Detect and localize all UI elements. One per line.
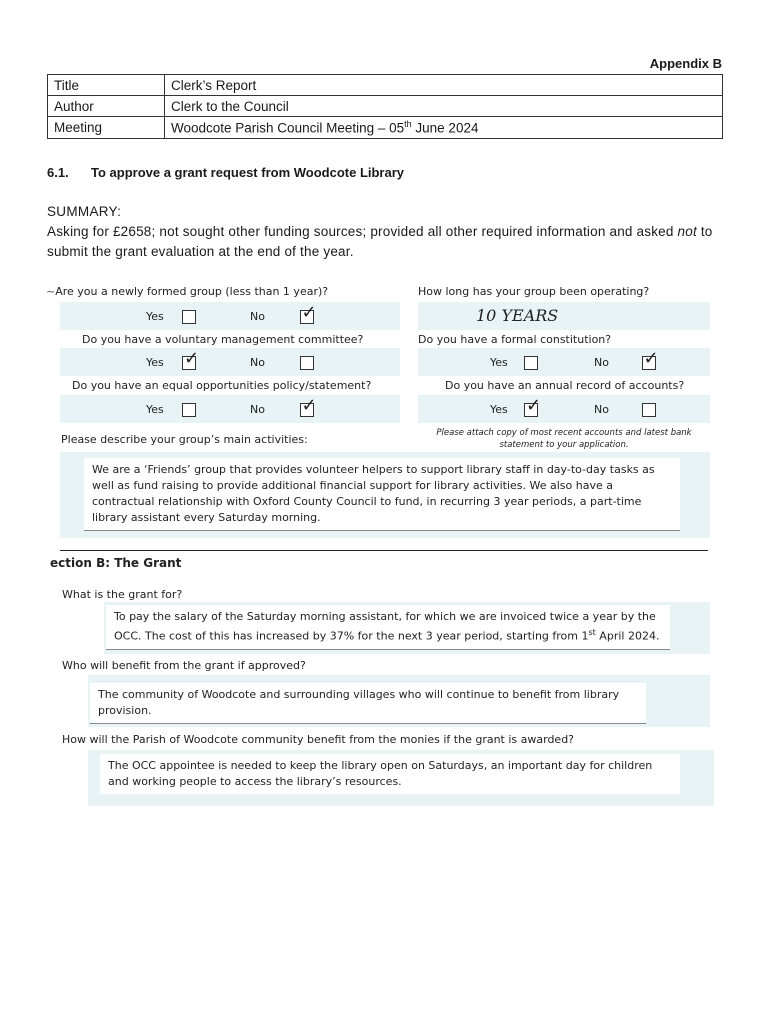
summary-emphasis: not [677,224,697,239]
tick-icon: ✓ [301,302,317,323]
new-group-answer-band [60,302,400,330]
how-benefit-answer: The OCC appointee is needed to keep the library open on Saturdays, an important day for children and working people to access the library’s resources. [100,754,680,794]
yes-label: Yes [146,403,164,416]
question-new-group-text: Are you a newly formed group (less than 1 year)? [55,285,329,298]
grant-for-answer [106,605,670,650]
constitution-answer-band [418,348,710,376]
grant-for-text: To pay the salary of the Saturday morning assistant, for which we are invoiced twice a year by the OCC. The cost of this has increased by 37% for the next 3 year period, starting from 1 [114,610,656,643]
question-how-long: How long has your group been operating? [418,285,650,298]
tick-icon: ✓ [184,348,200,369]
question-committee: Do you have a voluntary management committee? [82,333,364,346]
meta-key: Title [48,75,165,96]
accounts-note: Please attach copy of most recent accounts and latest bank statement to your application. [436,428,692,450]
yes-label: Yes [490,356,508,369]
how-long-answer: 10 YEARS [476,306,559,325]
meta-key: Meeting [48,117,165,139]
checkbox[interactable] [524,356,538,370]
tick-icon: ✓ [526,395,542,416]
checkbox-checked[interactable] [300,302,317,324]
no-label: No [594,403,609,416]
checkbox-checked[interactable] [300,395,317,417]
tick-icon: ✓ [301,395,317,416]
checkbox[interactable] [300,356,314,370]
section-number: 6.1. [47,165,69,180]
meta-key: Author [48,96,165,117]
committee-answer-band [60,348,400,376]
question-constitution: Do you have a formal constitution? [418,333,612,346]
activities-answer: We are a ‘Friends’ group that provides volunteer helpers to support library staff in day-to-day tasks as well as fund raising to provide additional financial support for library activities. We also have a contractual relationship with Oxford County Council to fund, in recurring 3 year periods, a part-time library assistant every Saturday morning. [84,458,680,531]
checkbox-checked[interactable] [182,348,200,370]
meta-value: Clerk’s Report [165,75,723,96]
section-divider [60,550,708,551]
question-grant-for: What is the grant for? [62,588,183,601]
summary-label: SUMMARY: [47,204,122,219]
grant-for-text-end: April 2024. [595,629,660,643]
checkbox-checked[interactable] [642,348,659,370]
yes-label: Yes [146,356,164,369]
no-label: No [250,403,265,416]
meeting-text-end: June 2024 [411,120,479,136]
no-label: No [250,356,265,369]
no-label: No [250,310,265,323]
section-title: To approve a grant request from Woodcote Library [91,165,405,180]
checkbox[interactable] [182,310,196,324]
summary-text-start: Asking for £2658; not sought other funding sources; provided all other required information and asked [47,224,678,239]
question-new-group: ~Are you a newly formed group (less than 1 year)? [46,285,329,298]
question-activities: Please describe your group’s main activities: [61,433,308,446]
no-label: No [594,356,609,369]
yes-label: Yes [146,310,164,323]
section-b-heading: ection B: The Grant [50,556,182,570]
question-accounts: Do you have an annual record of accounts? [445,379,685,392]
who-benefit-answer: The community of Woodcote and surrounding villages who will continue to benefit from library provision. [90,683,646,724]
grant-for-date-suffix: st [588,628,596,637]
checkbox[interactable] [182,403,196,417]
how-long-answer-band [418,302,710,330]
question-who-benefit: Who will benefit from the grant if approved? [62,659,306,672]
yes-label: Yes [490,403,508,416]
meeting-text: Woodcote Parish Council Meeting – 05 [171,120,405,136]
appendix-label: Appendix B [649,56,722,71]
meeting-date-suffix: th [404,119,412,129]
equal-opps-answer-band [60,395,400,423]
tick-icon: ✓ [643,348,659,369]
accounts-answer-band [418,395,710,423]
question-how-benefit: How will the Parish of Woodcote community benefit from the monies if the grant is awarded? [62,733,575,746]
checkbox[interactable] [642,403,656,417]
meta-value: Clerk to the Council [165,96,723,117]
question-equal-opps: Do you have an equal opportunities policy/statement? [72,379,372,392]
summary-text-end: to submit the grant evaluation at the end of the year. [47,224,713,259]
checkbox-checked[interactable] [524,395,542,417]
